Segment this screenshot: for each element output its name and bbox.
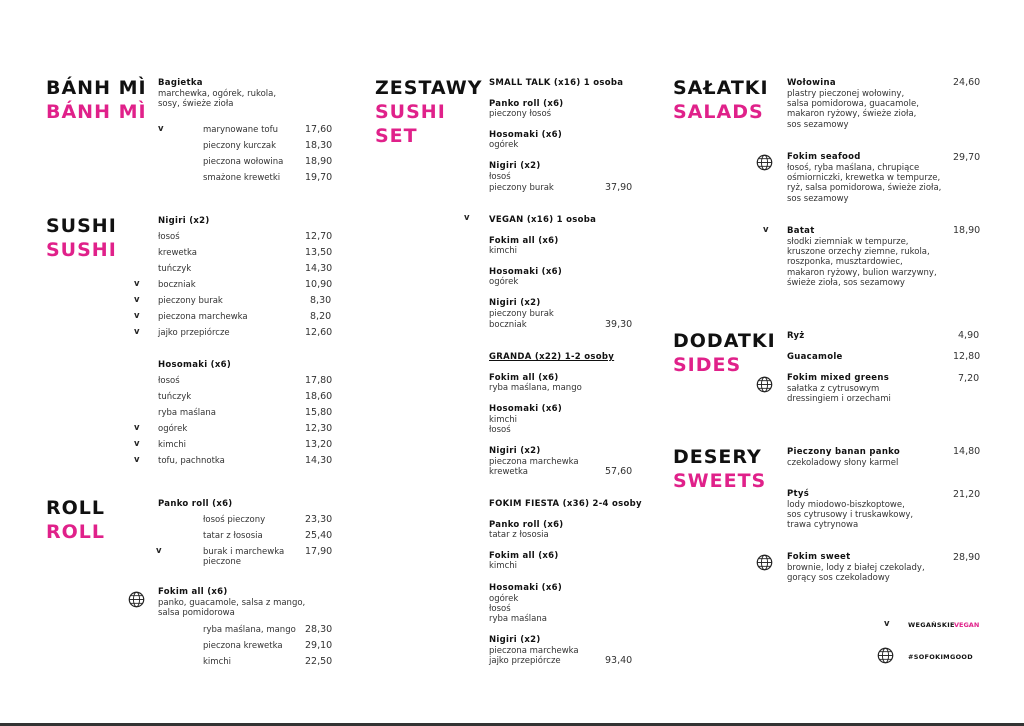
set-line: pieczony burak <box>489 183 554 193</box>
price: 21,20 <box>953 489 981 500</box>
item-desc: roszponka, musztardowiec, <box>787 257 903 267</box>
option-label: pieczony kurczak <box>203 141 277 151</box>
globe-icon <box>756 154 773 171</box>
set-line: pieczona marchewka <box>489 457 579 467</box>
set-name: VEGAN (x16) 1 osoba <box>489 215 597 225</box>
price: 17,80 <box>305 375 333 386</box>
set-name: FOKIM FIESTA (x36) 2-4 osoby <box>489 499 642 509</box>
price: 29,10 <box>305 640 333 651</box>
item-name: Guacamole <box>787 352 843 362</box>
vegan-mark: v <box>134 295 140 305</box>
set-line-title: Hosomaki (x6) <box>489 583 563 593</box>
section-title-dodatki <box>673 329 776 377</box>
price: 7,20 <box>958 373 980 384</box>
set-line-title: Nigiri (x2) <box>489 298 541 308</box>
price: 17,90 <box>305 546 333 557</box>
price: 4,90 <box>958 330 980 341</box>
price: 8,30 <box>310 295 332 306</box>
set-name: SMALL TALK (x16) 1 osoba <box>489 78 624 88</box>
set-line-title: Fokim all (x6) <box>489 236 559 246</box>
item-name: Fokim all (x6) <box>158 587 228 597</box>
item-desc: ośmiorniczki, krewetka w tempurze, <box>787 173 941 183</box>
option-label: łosoś <box>158 232 180 242</box>
option-label: ryba maślana, mango <box>203 625 296 635</box>
item-name: Panko roll (x6) <box>158 499 233 509</box>
section-title-pl: DODATKI <box>673 330 776 352</box>
vegan-mark: v <box>134 423 140 433</box>
set-line-title: Hosomaki (x6) <box>489 267 563 277</box>
vegan-mark: v <box>158 124 164 134</box>
item-desc: sos sezamowy <box>787 120 849 130</box>
item-desc: salsa pomidorowa, guacamole, <box>787 99 919 109</box>
vegan-mark: v <box>134 311 140 321</box>
price: 12,60 <box>305 327 333 338</box>
price: 12,70 <box>305 231 333 242</box>
vegan-mark: v <box>763 225 769 235</box>
legend-vegan-en: VEGAN <box>954 621 980 629</box>
option-label: jajko przepiórcze <box>158 328 230 338</box>
section-title-sushi <box>46 214 117 262</box>
set-line-title: Panko roll (x6) <box>489 520 564 530</box>
item-desc: trawa cytrynowa <box>787 520 859 530</box>
set-line-title: Fokim all (x6) <box>489 373 559 383</box>
set-line-title: Hosomaki (x6) <box>489 130 563 140</box>
item-desc: kruszone orzechy ziemne, rukola, <box>787 247 930 257</box>
item-desc: czekoladowy słony karmel <box>787 458 899 468</box>
section-title-zestawy <box>375 76 483 148</box>
globe-icon <box>756 554 773 571</box>
item-desc: makaron ryżowy, bulion warzywny, <box>787 268 937 278</box>
vegan-mark: v <box>884 619 890 629</box>
set-line: boczniak <box>489 320 527 330</box>
set-line: ogórek <box>489 140 519 150</box>
item-desc: gorący sos czekoladowy <box>787 573 890 583</box>
set-line: kimchi <box>489 246 517 256</box>
option-label: pieczona wołowina <box>203 157 284 167</box>
item-desc: panko, guacamole, salsa z mango, <box>158 598 306 608</box>
price: 13,50 <box>305 247 333 258</box>
price: 23,30 <box>305 514 333 525</box>
item-name: Batat <box>787 226 815 236</box>
price: 18,30 <box>305 140 333 151</box>
price: 93,40 <box>605 655 633 666</box>
set-line: kimchi <box>489 415 517 425</box>
section-title-pl: SUSHI <box>46 215 117 237</box>
price: 12,30 <box>305 423 333 434</box>
option-label: ryba maślana <box>158 408 216 418</box>
vegan-mark: v <box>464 213 470 223</box>
item-desc: łosoś, ryba maślana, chrupiące <box>787 163 920 173</box>
legend-vegan-pl: WEGAŃSKIE <box>908 621 955 629</box>
set-line-title: Nigiri (x2) <box>489 446 541 456</box>
option-label: marynowane tofu <box>203 125 278 135</box>
price: 25,40 <box>305 530 333 541</box>
price: 14,80 <box>953 446 981 457</box>
price: 15,80 <box>305 407 333 418</box>
item-desc: świeże zioła, sos sezamowy <box>787 278 905 288</box>
section-title-pl: ROLL <box>46 497 105 519</box>
vegan-mark: v <box>156 546 162 556</box>
set-line-title: Fokim all (x6) <box>489 551 559 561</box>
section-title-banh-mi <box>46 76 147 124</box>
item-desc: sosy, świeże zioła <box>158 99 234 109</box>
set-line: pieczony burak <box>489 309 554 319</box>
option-label: pieczony burak <box>158 296 223 306</box>
price: 8,20 <box>310 311 332 322</box>
section-title-en: SUSHI <box>46 239 117 261</box>
option-label: krewetka <box>158 248 197 258</box>
set-line: jajko przepiórcze <box>489 656 561 666</box>
section-title-salatki <box>673 76 769 124</box>
price: 28,90 <box>953 552 981 563</box>
vegan-mark: v <box>134 279 140 289</box>
price: 24,60 <box>953 77 981 88</box>
section-title-pl: SAŁATKI <box>673 77 769 99</box>
section-title-roll <box>46 496 105 544</box>
price: 13,20 <box>305 439 333 450</box>
option-label: ogórek <box>158 424 188 434</box>
item-name: Pieczony banan panko <box>787 447 901 457</box>
option-label: łosoś <box>158 376 180 386</box>
section-title-en: SALADS <box>673 101 764 123</box>
price: 17,60 <box>305 124 333 135</box>
set-line-title: Hosomaki (x6) <box>489 404 563 414</box>
option-label: tofu, pachnotka <box>158 456 225 466</box>
set-line: pieczona marchewka <box>489 646 579 656</box>
section-title-en: SUSHI <box>375 101 446 123</box>
option-label: łosoś pieczony <box>203 515 266 525</box>
set-line: ogórek <box>489 277 519 287</box>
item-desc: ryż, salsa pomidorowa, świeże zioła, <box>787 183 942 193</box>
price: 18,60 <box>305 391 333 402</box>
set-line-title: Nigiri (x2) <box>489 161 541 171</box>
option-label: tuńczyk <box>158 392 192 402</box>
item-desc: sos sezamowy <box>787 194 849 204</box>
item-desc: salsa pomidorowa <box>158 608 235 618</box>
set-line: łosoś <box>489 425 511 435</box>
option-label: tuńczyk <box>158 264 192 274</box>
option-label: kimchi <box>203 657 231 667</box>
set-line: łosoś <box>489 604 511 614</box>
price: 10,90 <box>305 279 333 290</box>
price: 18,90 <box>305 156 333 167</box>
section-title-pl: DESERY <box>673 446 762 468</box>
item-desc: marchewka, ogórek, rukola, <box>158 89 277 99</box>
item-desc: sałatka z cytrusowym <box>787 384 880 394</box>
price: 12,80 <box>953 351 981 362</box>
section-title-en: SET <box>375 125 418 147</box>
item-name: Hosomaki (x6) <box>158 360 232 370</box>
item-name: Fokim sweet <box>787 552 851 562</box>
option-label: tatar z łososia <box>203 531 263 541</box>
item-desc: makaron ryżowy, świeże zioła, <box>787 109 917 119</box>
price: 29,70 <box>953 152 981 163</box>
price: 37,90 <box>605 182 633 193</box>
set-line: łosoś <box>489 172 511 182</box>
set-line: tatar z łososia <box>489 530 549 540</box>
item-name: Ptyś <box>787 489 810 499</box>
globe-icon <box>877 647 894 664</box>
set-name: GRANDA (x22) 1-2 osoby <box>489 352 615 362</box>
option-label: smażone krewetki <box>203 173 281 183</box>
section-title-en: SIDES <box>673 354 742 376</box>
set-line-title: Nigiri (x2) <box>489 635 541 645</box>
set-line: ryba maślana <box>489 614 547 624</box>
price: 14,30 <box>305 263 333 274</box>
vegan-mark: v <box>134 439 140 449</box>
section-title-pl: BÁNH MÌ <box>46 77 147 99</box>
section-title-en: BÁNH MÌ <box>46 101 147 123</box>
option-label: burak i marchewka <box>203 547 285 557</box>
price: 19,70 <box>305 172 333 183</box>
set-line: krewetka <box>489 467 528 477</box>
price: 28,30 <box>305 624 333 635</box>
item-name: Fokim seafood <box>787 152 861 162</box>
section-title-pl: ZESTAWY <box>375 77 483 99</box>
set-line: ogórek <box>489 594 519 604</box>
item-name: Ryż <box>787 331 805 341</box>
option-label: boczniak <box>158 280 196 290</box>
item-name: Fokim mixed greens <box>787 373 890 383</box>
set-line: ryba maślana, mango <box>489 383 582 393</box>
section-title-en: ROLL <box>46 521 105 543</box>
globe-icon <box>756 376 773 393</box>
globe-icon <box>128 591 145 608</box>
item-desc: brownie, lody z białej czekolady, <box>787 563 925 573</box>
option-label: kimchi <box>158 440 186 450</box>
section-title-desery <box>673 445 766 493</box>
price: 22,50 <box>305 656 333 667</box>
item-name: Bagietka <box>158 78 203 88</box>
set-line: pieczony łosoś <box>489 109 552 119</box>
item-name: Nigiri (x2) <box>158 216 210 226</box>
item-desc: lody miodowo-biszkoptowe, <box>787 500 905 510</box>
option-label: pieczone <box>203 557 241 567</box>
price: 39,30 <box>605 319 633 330</box>
item-name: Wołowina <box>787 78 836 88</box>
set-line-title: Panko roll (x6) <box>489 99 564 109</box>
set-line: kimchi <box>489 561 517 571</box>
item-desc: sos cytrusowy i truskawkowy, <box>787 510 914 520</box>
option-label: pieczona marchewka <box>158 312 248 322</box>
price: 14,30 <box>305 455 333 466</box>
price: 18,90 <box>953 225 981 236</box>
option-label: pieczona krewetka <box>203 641 283 651</box>
item-desc: plastry pieczonej wołowiny, <box>787 89 905 99</box>
item-desc: dressingiem i orzechami <box>787 394 891 404</box>
vegan-mark: v <box>134 455 140 465</box>
vegan-mark: v <box>134 327 140 337</box>
price: 57,60 <box>605 466 633 477</box>
section-title-en: SWEETS <box>673 470 767 492</box>
legend-good: #SOFOKIMGOOD <box>908 653 973 661</box>
item-desc: słodki ziemniak w tempurze, <box>787 237 909 247</box>
